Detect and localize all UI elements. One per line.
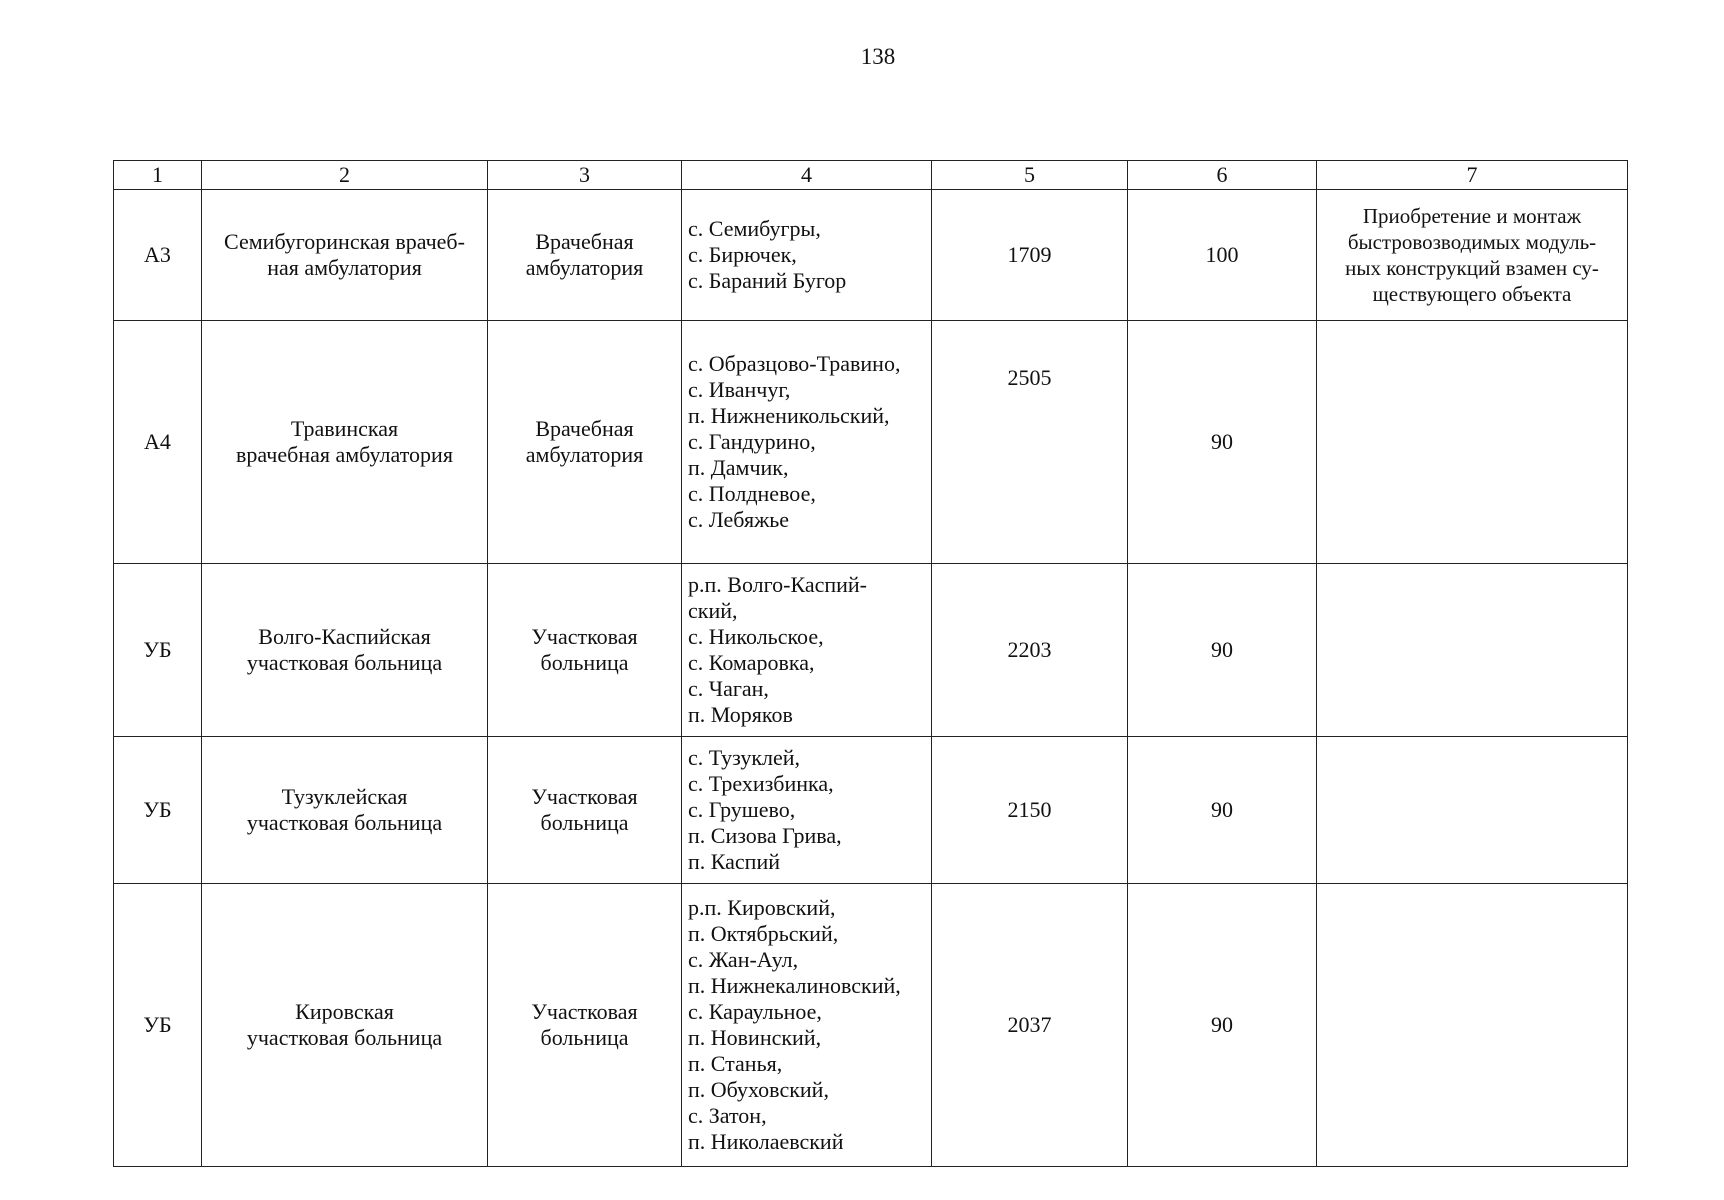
page-number: 138 [860,44,896,69]
facility-name-text: Тузуклейская участковая больница [246,784,443,835]
facility-name [202,190,488,321]
facility-name [202,564,488,737]
facility-type-text: Участковая больница [531,784,638,835]
facility-type-text: Врачебная амбулатория [525,416,644,467]
served-settlements-text: с. Тузуклей, с. Трехизбинка, с. Грушево, п. Сизова Грива, п. Каспий [688,745,842,874]
served-settlements-text: с. Семибугры, с. Бирючек, с. Бараний Бугор [688,216,847,293]
served-settlements [682,190,932,321]
column-6-value: 90 [1128,564,1317,737]
facilities-table [113,160,1628,1167]
note-cell [1317,737,1628,884]
table-row [114,737,1628,884]
column-header-6: 6 [1128,161,1317,190]
served-settlements-text: р.п. Волго-Каспий- ский, с. Никольское, с. Комаровка, с. Чаган, п. Моряков [688,572,867,727]
note-cell [1317,321,1628,564]
column-5-value: 2505 [932,321,1128,564]
served-settlements [682,737,932,884]
served-settlements [682,884,932,1167]
facility-type [488,737,682,884]
served-settlements [682,321,932,564]
column-header-2: 2 [202,161,488,190]
served-settlements-text: р.п. Кировский, п. Октябрьский, с. Жан-Аул, п. Нижнекалиновский, с. Караульное, п. Новинский, п. Станья, п. Обуховский, с. Затон, п. Николаевский [688,895,901,1154]
facility-code: УБ [114,564,202,737]
column-header-3: 3 [488,161,682,190]
facility-name-text: Волго-Каспийская участковая больница [246,624,443,675]
facility-name [202,737,488,884]
served-settlements-text: с. Образцово-Травино, с. Иванчуг, п. Нижненикольский, с. Гандурино, п. Дамчик, с. Полдневое, с. Лебяжье [688,351,901,532]
facility-type [488,190,682,321]
column-6-value: 90 [1128,321,1317,564]
column-6-value: 90 [1128,884,1317,1167]
facility-name [202,321,488,564]
facility-type-text: Участковая больница [531,999,638,1050]
table-row [114,564,1628,737]
facility-code: УБ [114,884,202,1167]
facility-type [488,321,682,564]
facility-name [202,884,488,1167]
note-cell [1317,190,1628,321]
served-settlements [682,564,932,737]
note-cell [1317,564,1628,737]
facility-name-text: Кировская участковая больница [246,999,443,1050]
table-row [114,884,1628,1167]
column-6-value: 90 [1128,737,1317,884]
column-5-value: 1709 [932,190,1128,321]
table-row [114,190,1628,321]
note-cell [1317,884,1628,1167]
facility-type [488,564,682,737]
column-6-value: 100 [1128,190,1317,321]
facility-name-text: Семибугоринская врачеб- ная амбулатория [224,229,465,280]
column-header-1: 1 [114,161,202,190]
column-header-5: 5 [932,161,1128,190]
column-5-value: 2037 [932,884,1128,1167]
facility-code: УБ [114,737,202,884]
table-row [114,321,1628,564]
facility-name-text: Травинская врачебная амбулатория [236,416,453,467]
note-text: Приобретение и монтаж быстровозводимых модуль- ных конструкций взамен су- ществующего объекта [1345,204,1599,306]
facility-type-text: Врачебная амбулатория [525,229,644,280]
column-5-value: 2203 [932,564,1128,737]
facility-type [488,884,682,1167]
facility-code: А3 [114,190,202,321]
column-5-value: 2150 [932,737,1128,884]
facility-code: А4 [114,321,202,564]
column-header-4: 4 [682,161,932,190]
column-header-7: 7 [1317,161,1628,190]
header-row [114,161,1628,190]
facility-type-text: Участковая больница [531,624,638,675]
